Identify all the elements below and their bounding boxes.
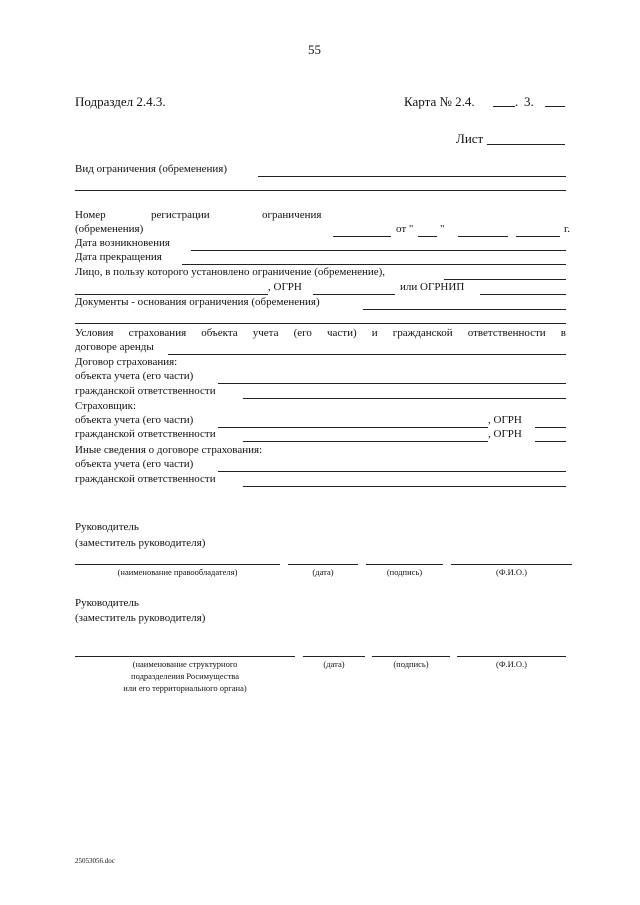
- signature-1-subtitle: (заместитель руководителя): [75, 537, 206, 549]
- reg-date-quote: ": [440, 223, 445, 235]
- card-number-separator: .: [515, 94, 519, 109]
- insurer-object-ogrn-label: , ОГРН: [488, 414, 522, 426]
- other-liability-label: гражданской ответственности: [75, 473, 216, 485]
- signature-1-org-caption: (наименование правообладателя): [117, 567, 238, 577]
- documents-label: Документы - основания ограничения (обременения): [75, 296, 320, 308]
- insurer-object-field[interactable]: [218, 427, 488, 428]
- sheet-label: Лист: [456, 131, 484, 146]
- card-number-label: Карта № 2.4.: [404, 94, 475, 109]
- page-number: 55: [308, 42, 321, 57]
- reg-number-field[interactable]: [333, 236, 391, 237]
- footer-doc-id: 25053056.doc: [75, 857, 115, 865]
- end-date-field[interactable]: [182, 264, 566, 265]
- start-date-field[interactable]: [191, 250, 566, 251]
- sheet-field[interactable]: [487, 144, 565, 145]
- beneficiary-field[interactable]: [444, 279, 566, 280]
- other-info-heading: Иные сведения о договоре страхования:: [75, 444, 263, 456]
- beneficiary-ogrnip-field[interactable]: [480, 294, 566, 295]
- other-object-field[interactable]: [218, 471, 566, 472]
- card-number-field-1[interactable]: [493, 106, 515, 107]
- restriction-type-field-2[interactable]: [75, 190, 566, 191]
- other-liability-field[interactable]: [243, 486, 566, 487]
- reg-number-word-1: Номер: [75, 209, 106, 221]
- subsection-title: Подраздел 2.4.3.: [75, 94, 166, 109]
- insurer-liability-ogrn-field[interactable]: [535, 441, 566, 442]
- beneficiary-label: Лицо, в пользу которого установлено ограничение (обременение),: [75, 266, 386, 278]
- signature-1-title: Руководитель: [75, 521, 139, 533]
- beneficiary-field-2[interactable]: [75, 294, 268, 295]
- card-number-field-2[interactable]: [545, 106, 565, 107]
- signature-2-sign-caption: (подпись): [393, 659, 429, 669]
- insurance-conditions-label: Условия страхования объекта учета (его части) и гражданской ответственности в: [75, 327, 566, 339]
- insurer-liability-ogrn-label: , ОГРН: [488, 428, 522, 440]
- reg-date-year-suffix: г.: [564, 223, 571, 235]
- signature-2-date-caption: (дата): [323, 659, 345, 669]
- beneficiary-ogrn-label: , ОГРН: [268, 281, 302, 293]
- reg-date-month-field[interactable]: [458, 236, 508, 237]
- signature-2-title: Руководитель: [75, 597, 139, 609]
- signature-1-sign-field[interactable]: [366, 564, 443, 565]
- signature-1-name-field[interactable]: [451, 564, 572, 565]
- beneficiary-ogrnip-label: или ОГРНИП: [400, 281, 465, 293]
- signature-2-sign-field[interactable]: [372, 656, 450, 657]
- signature-1-date-field[interactable]: [288, 564, 358, 565]
- contract-liability-field[interactable]: [243, 398, 566, 399]
- signature-2-org-field[interactable]: [75, 656, 295, 657]
- contract-object-field[interactable]: [218, 383, 566, 384]
- reg-number-label-line2: (обременения): [75, 223, 144, 235]
- insurer-heading: Страховщик:: [75, 400, 137, 412]
- other-object-label: объекта учета (его части): [75, 458, 194, 470]
- insurer-object-label: объекта учета (его части): [75, 414, 194, 426]
- card-number-middle: 3.: [524, 94, 534, 109]
- signature-1-date-caption: (дата): [312, 567, 334, 577]
- reg-number-word-3: ограничения: [262, 209, 322, 221]
- signature-1-sign-caption: (подпись): [386, 567, 423, 577]
- signature-2-date-field[interactable]: [303, 656, 365, 657]
- insurance-conditions-field[interactable]: [168, 354, 566, 355]
- documents-field[interactable]: [363, 309, 566, 310]
- reg-date-day-field[interactable]: [418, 236, 437, 237]
- reg-number-word-2: регистрации: [151, 209, 210, 221]
- signature-2-org-caption-1: (наименование структурного: [132, 659, 238, 669]
- beneficiary-ogrn-field[interactable]: [313, 294, 395, 295]
- signature-2-name-field[interactable]: [457, 656, 566, 657]
- documents-field-2[interactable]: [75, 323, 566, 324]
- contract-liability-label: гражданской ответственности: [75, 385, 216, 397]
- restriction-type-label: Вид ограничения (обременения): [75, 163, 227, 175]
- insurer-object-ogrn-field[interactable]: [535, 427, 566, 428]
- signature-1-org-field[interactable]: [75, 564, 280, 565]
- signature-1-name-caption: (Ф.И.О.): [495, 567, 528, 577]
- insurance-contract-heading: Договор страхования:: [75, 356, 178, 368]
- signature-2-org-caption-2: подразделения Росимущества: [131, 671, 239, 681]
- reg-date-from: от ": [396, 223, 414, 235]
- signature-2-subtitle: (заместитель руководителя): [75, 612, 206, 624]
- signature-2-name-caption: (Ф.И.О.): [495, 659, 528, 669]
- end-date-label: Дата прекращения: [75, 251, 162, 263]
- restriction-type-field[interactable]: [258, 176, 566, 177]
- signature-2-org-caption-3: или его территориального органа): [123, 683, 247, 693]
- reg-date-year-field[interactable]: [516, 236, 560, 237]
- insurer-liability-field[interactable]: [243, 441, 488, 442]
- insurer-liability-label: гражданской ответственности: [75, 428, 216, 440]
- start-date-label: Дата возникновения: [75, 237, 170, 249]
- contract-object-label: объекта учета (его части): [75, 370, 194, 382]
- insurance-conditions-label-2: договоре аренды: [75, 341, 154, 353]
